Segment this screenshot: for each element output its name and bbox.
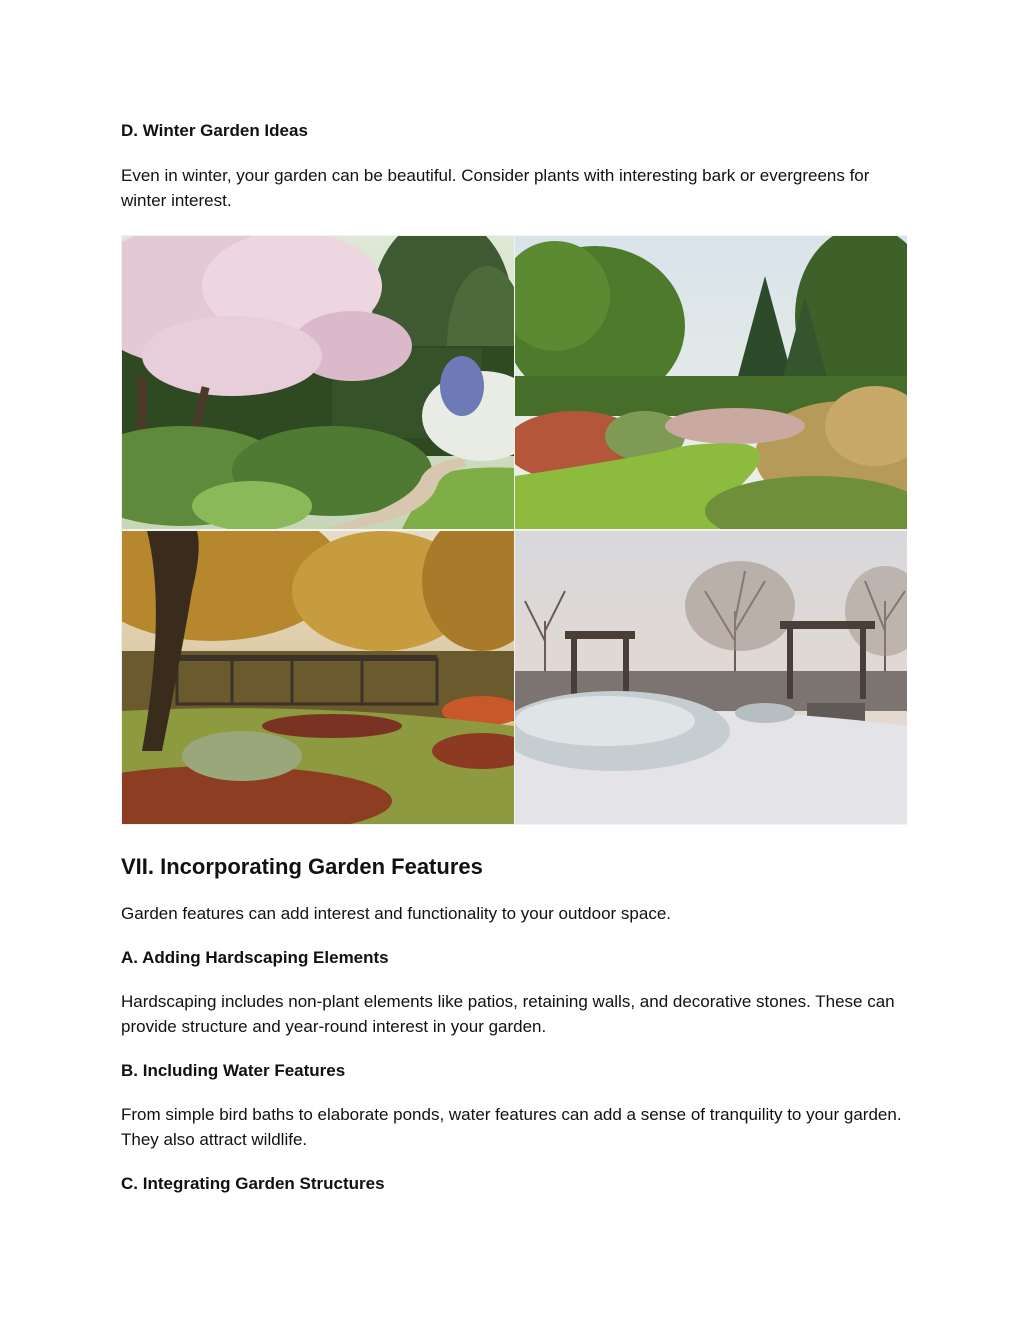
hardscaping-heading: A. Adding Hardscaping Elements — [121, 948, 389, 967]
winter-garden-heading: D. Winter Garden Ideas — [121, 121, 308, 140]
hardscaping-paragraph: Hardscaping includes non-plant elements like patios, retaining walls, and decorative stones. These can provide structure and year-round interest in your garden. — [121, 992, 895, 1036]
water-features-paragraph: From simple bird baths to elaborate ponds, water features can add a sense of tranquility to your garden. They also attract wildlife. — [121, 1105, 902, 1149]
winter-garden-paragraph: Even in winter, your garden can be beautiful. Consider plants with interesting bark or evergreens for winter interest. — [121, 166, 870, 210]
section-intro-paragraph: Garden features can add interest and functionality to your outdoor space. — [121, 904, 672, 923]
water-features-heading: B. Including Water Features — [121, 1061, 346, 1080]
spring-garden-photo — [122, 236, 514, 529]
winter-garden-photo — [515, 531, 907, 824]
summer-garden-photo — [515, 236, 907, 529]
garden-structures-heading: C. Integrating Garden Structures — [121, 1174, 385, 1193]
section-title: VII. Incorporating Garden Features — [121, 854, 483, 879]
seasonal-garden-image-grid — [121, 235, 907, 825]
autumn-garden-photo — [122, 531, 514, 824]
